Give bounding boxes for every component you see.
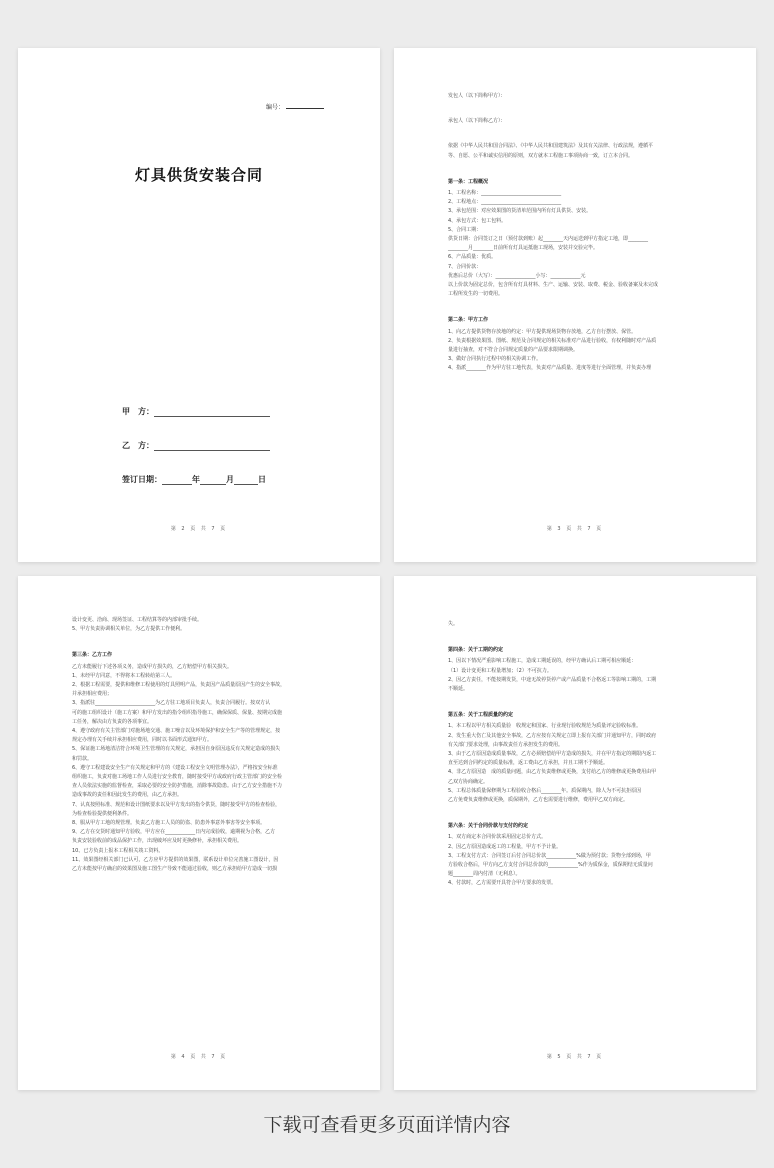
month-label: 月 — [226, 475, 234, 484]
text-line: 8、服从甲方工地的规管理。负责乙方施工人员的防盗、防患外事意外事害等安全事项。 — [72, 820, 266, 827]
text-line: 和罚款。 — [72, 755, 93, 762]
download-caption: 下载可查看更多页面详情内容 — [263, 1114, 511, 1136]
section-heading: 第二条：甲方工作 — [448, 317, 489, 324]
text-line: 承包人（以下简称乙方）： — [448, 118, 506, 125]
text-line: 3、工程支付方式：合同签订后付合同总价款____________%做为预付款；货物全部到场，甲 — [448, 852, 651, 859]
text-line: 7、认真按照标准、规范和设计图纸要求以及甲方发出的指令供货，随时接受甲方的检查检验， — [72, 801, 281, 808]
text-line: 2、工程地点：________________________________ — [448, 199, 562, 206]
text-line: 不顺延。 — [448, 686, 469, 693]
text-line: 2、负责根据效果图、图纸、规范及合同规定的相关标准对产品进行验收，有权利随时对产品质 — [448, 337, 657, 344]
text-line: 2、因乙方原因造成返工的工程量，甲方不予计量。 — [448, 843, 562, 850]
party-a-label: 甲 方： — [122, 407, 154, 416]
text-line: （1）设计变更和工程量增加；（2）不可抗力。 — [448, 667, 552, 674]
page-footer: 第 4 页 共 7 页 — [170, 1054, 228, 1060]
text-line: 为检查检验提供便利条件。 — [72, 810, 133, 817]
text-line: 设计变更、洽商、现场签证、工程结算等的内部审批手续。 — [72, 617, 203, 623]
text-line: 6、遵守工程建设安全生产有关规定和甲方的《建设工程安全文明管理办法》，严格按安全标准 — [72, 764, 278, 771]
contract-page-3 — [394, 48, 756, 562]
sign-date-line — [122, 474, 266, 485]
text-line: 组织施工，负责对施工场地工作人员进行安全教育，随时接受甲方或政府行政主管部门的安全检 — [72, 774, 283, 781]
text-line: 9、乙方在交货时通知甲方验收，甲方应在____________日内完成验收，逾期视为合格，乙方 — [72, 829, 276, 836]
year-blank — [162, 476, 192, 485]
text-line: 3、指派驻________________________为乙方驻工地项目负责人，负责合同履行。按双方认 — [72, 700, 271, 707]
text-line: 4、非乙方原因造 成的质量问题，由乙方负责维修或更换，支付给乙方的维修或更换费用由甲 — [448, 769, 657, 776]
party-a-line — [122, 406, 270, 417]
text-line: 方验收合格后，甲方向乙方支付合同总价款的____________%作为质保金，质保期结无质量问 — [448, 862, 653, 869]
text-line: 5、保证施工场地清洁符合环境卫生管理的有关规定，承担因自身原因违反有关规定造成的损失 — [72, 746, 281, 753]
text-line: 11、效果图经相关部门已认可，乙方应甲方提供的效果图，联系设计单位完善施工图设计，因 — [72, 856, 279, 863]
sign-date-label: 签订日期： — [122, 475, 162, 484]
contract-title: 灯具供货安装合同 — [134, 166, 263, 184]
text-line: 2、发生重大伤亡及其他安全事故，乙方应按有关规定立即上报有关部门并通知甲方，同时政府 — [448, 732, 657, 739]
text-line: 4、承包方式：包工包料。 — [448, 217, 507, 224]
text-line: 等、自愿、公平和诚实信用的原则，双方就本工程施工事项协商一致，订立本合同。 — [448, 152, 634, 159]
text-line: 乙双方协商确定。 — [448, 778, 489, 785]
party-b-blank — [154, 442, 270, 451]
text-line: 乙方免费负责维修或更换，质保期外，乙方也需要进行维修，费用甲乙双方商定。 — [448, 797, 629, 804]
contract-cover-page — [18, 48, 380, 562]
month-blank — [200, 476, 226, 485]
contract-page-5 — [394, 576, 756, 1090]
page-footer: 第 3 页 共 7 页 — [546, 526, 604, 532]
text-line: 5、甲方负责协调相关单位，为乙方提供工作便利。 — [72, 626, 186, 633]
text-line: 3、由于乙方原因造成质量事故，乙方必须赔偿给甲方造成的损失，并在甲方指定的期限内返工 — [448, 751, 657, 758]
text-line: 2、因乙方责任，不能按期发货，中途无故停货停产或产品质量不合格返工等影响工期的，工期 — [448, 676, 657, 683]
text-line: 乙方未能履行下述各项义务，造成甲方损失的，乙方赔偿甲方相关损失。 — [72, 663, 233, 670]
text-line: 4、遵守政府有关主管部门对施场地交通、施工噪音以及环境保护和安全生产等的管理规定，按 — [72, 728, 281, 735]
text-line: 6、产品质量：优质。 — [448, 254, 497, 261]
party-a-blank — [154, 408, 270, 417]
text-line: 供货日期：合同签订之日（预付款到账）起________天内运送到甲方指定工地，即________ — [448, 236, 649, 243]
text-line: 1、向乙方提供货物存放地的约定：甲方提供现场货物存放地，乙方自行摆放、保管。 — [448, 328, 637, 335]
text-line: 有关部门要求处理，由事故责任方承担发生的费用。 — [448, 741, 564, 748]
text-line: 5、合同工期： — [448, 226, 482, 233]
text-line: 依据《中华人民共和国合同法》、《中华人民共和国建筑法》及其有关法律、行政法规，遵循平 — [448, 143, 654, 150]
text-line: 负责安装验收前的成品保护工作，出现破坏应及时更换修补，承担相关费用。 — [72, 838, 243, 845]
text-line: ________月________日前所有灯具运抵施工现场，安装并交验完毕。 — [448, 245, 599, 252]
text-line: 查人员依法实施的监督检查，采取必要的安全防护措施，消除事故隐患。由于乙方安全措施不力 — [72, 783, 283, 790]
text-line: 规定办理有关手续并承担相应费用，同时以书面形式通知甲方。 — [72, 737, 213, 744]
text-line: 2、根据工程需要，提供和维修工程使用的灯具照明产品，负责因产品质量原因产生的安全事故， — [72, 682, 286, 689]
text-line: 10、已方负责上报本工程相关竣工资料。 — [72, 847, 164, 854]
contract-number-label: 编号： — [265, 104, 284, 111]
section-heading: 第三条：乙方工作 — [72, 652, 113, 659]
text-line: 以上价款为固定总价，包含所有灯具材料、生产、运输、安装、取费、税金、验收备案及未完成 — [448, 282, 659, 289]
text-line: 优惠后总价（大写）：________________小写：____________元 — [448, 272, 586, 279]
text-line: 1、本工程以甲方相关质量验 收规定和国家、行业现行验收规范为质量评定验收标准。 — [448, 723, 642, 730]
text-line: 4、付款时，乙方需要开具符合甲方要求的发票。 — [448, 880, 557, 887]
text-line: 量进行抽查，对不符合合同规定质量的产品要求限期调换。 — [448, 347, 579, 354]
text-line: 3、做好合同执行过程中的相关协调工作。 — [448, 356, 542, 363]
section-heading: 第一条：工程概况 — [448, 178, 489, 185]
text-line: 发包人（以下简称甲方）： — [448, 93, 506, 99]
contract-page-4 — [18, 576, 380, 1090]
year-label: 年 — [192, 475, 200, 484]
text-line: 题________周内付清（无利息）。 — [448, 871, 521, 878]
section-heading: 第五条：关于工程质量的约定 — [448, 712, 514, 719]
section-heading: 第四条：关于工期的约定 — [448, 647, 504, 654]
text-line: 可的施工组织设计（施工方案）和甲方发出的指令组织指导施工，确保保质、保量、按期完成施 — [72, 709, 283, 716]
text-line: 1、未经甲方同意，不得将本工程转给第三人。 — [72, 672, 176, 679]
text-line: 7、合同价款： — [448, 263, 482, 270]
party-b-label: 乙 方： — [122, 441, 154, 450]
text-line: 工程所发生的一切费用。 — [448, 291, 504, 298]
text-line: 5、工程总体质量保修期为工程验收合格后________年。质保期内，除人为不可抗拒原因 — [448, 787, 642, 794]
text-line: 1、因以下情况严重影响工程施工，造成工期延误的，经甲方确认后工期可相应顺延： — [448, 658, 637, 665]
section-heading: 第六条：关于合同价款与支付的约定 — [448, 823, 529, 830]
text-line: 1、工程名称：________________________________ — [448, 190, 562, 197]
page-footer: 第 2 页 共 7 页 — [170, 526, 228, 532]
text-line: 工任务，解决由方负责的各项事宜。 — [72, 718, 153, 725]
text-line: 乙方未能按甲方确启的效果图及施工图生产导致不能通过验收，则乙方承担给甲方造成一切损 — [72, 866, 278, 873]
day-label: 日 — [258, 475, 266, 484]
contract-number-blank — [286, 108, 324, 109]
party-b-line — [122, 440, 270, 451]
day-blank — [234, 476, 258, 485]
contract-number — [266, 102, 324, 111]
page-footer: 第 5 页 共 7 页 — [546, 1054, 604, 1060]
text-line: 并承担相应费用； — [72, 691, 113, 698]
text-line: 4、指派________作为甲方驻工地代表，负责对产品质量、进度等进行全面管理，并负责办理 — [448, 365, 652, 372]
text-line: 1、双方商定本合同价款采用固定总价方式。 — [448, 834, 547, 841]
text-line: 直至达到合同约定的质量标准，返工费由乙方承担，并且工期不予顺延。 — [448, 760, 609, 767]
text-line: 造成事故的责任和因此发生的费用，由乙方承担。 — [72, 792, 183, 799]
text-line: 3、承包范围：对应效果图的货清单范围内所有灯具供货、安装。 — [448, 208, 592, 215]
text-line: 失。 — [448, 621, 459, 627]
